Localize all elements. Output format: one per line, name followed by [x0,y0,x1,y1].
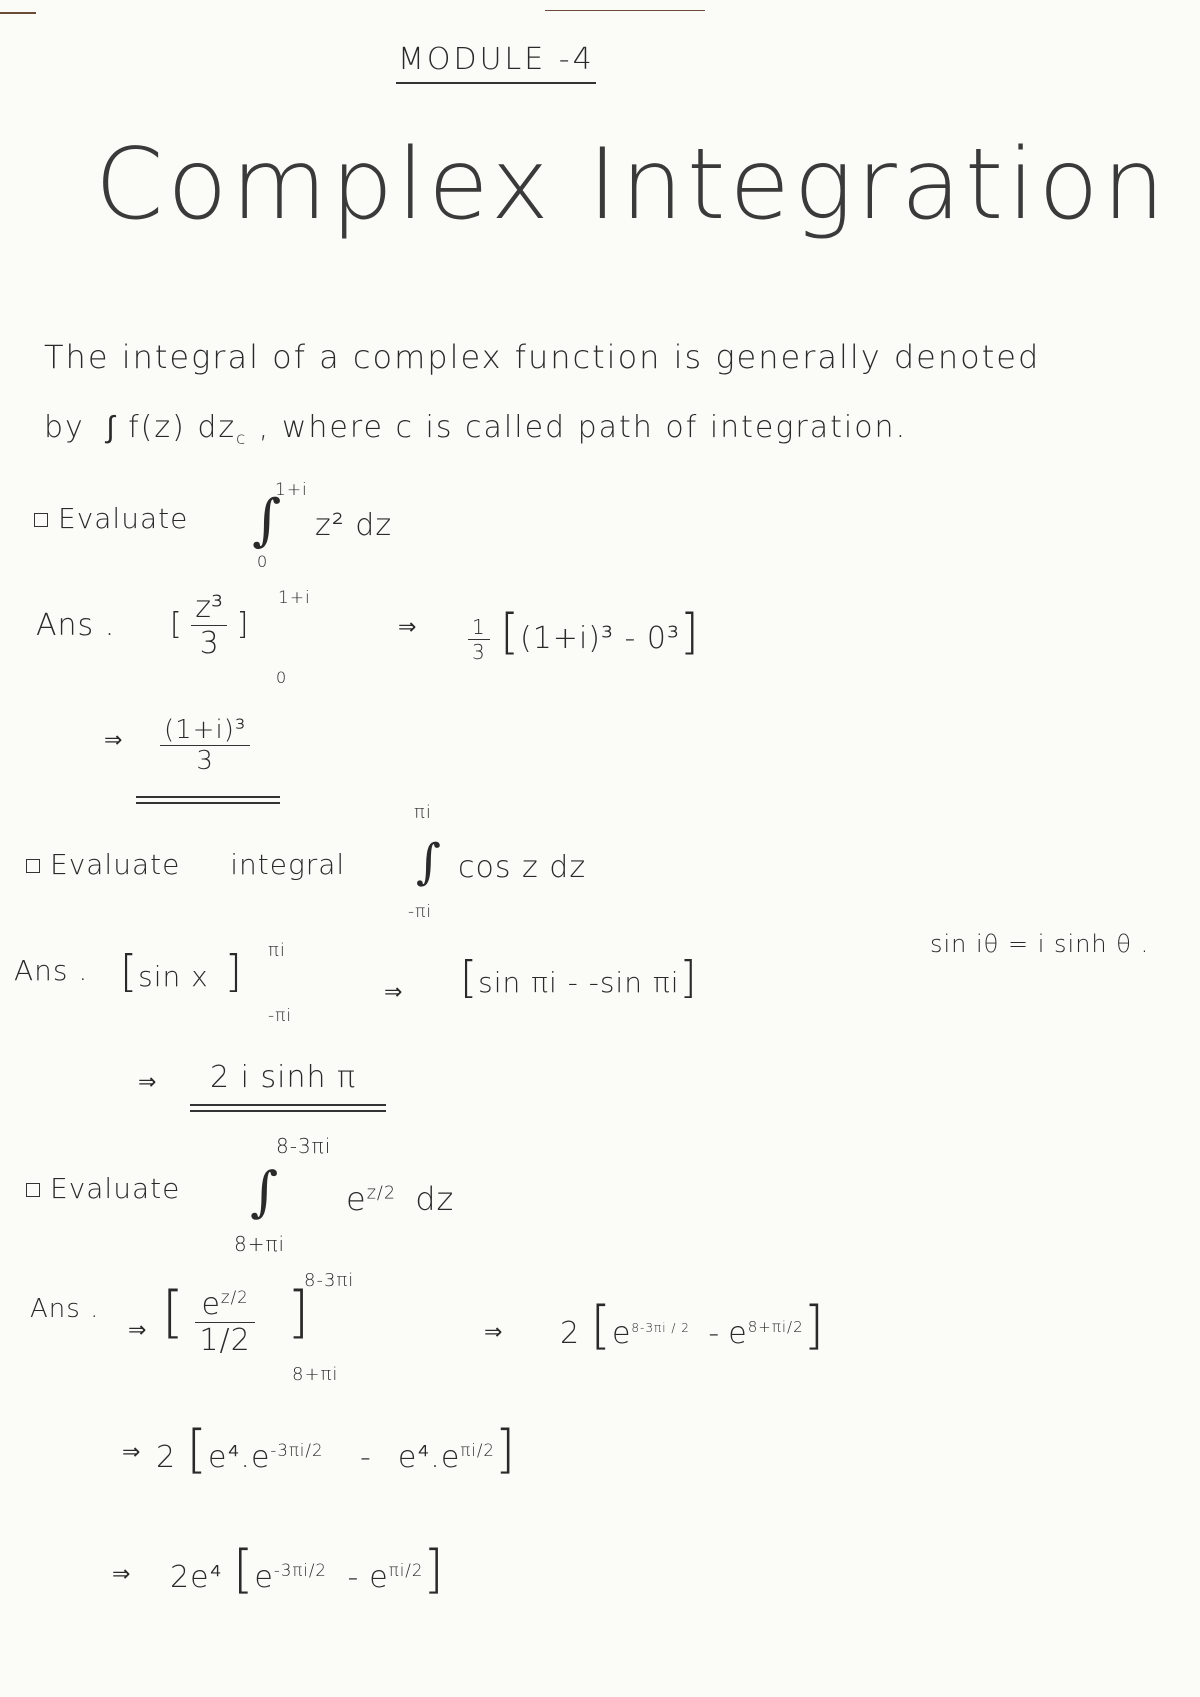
implies-arrow-icon: ⇒ [384,980,403,1005]
q2-step1-upper: πi [268,940,286,961]
q3-prompt [26,1172,180,1205]
q1-step1-bracket: [ $\frac{\text{z³}}{3}$ ] [170,590,249,661]
q2-integral-sign: ∫ [416,834,442,890]
q2-evaluate-label: Evaluate [50,848,181,881]
q2-side-note: sin iθ = i sinh θ . [930,930,1150,958]
intro-line-1: The integral of a complex function is generally denoted [44,338,1041,376]
q1-integrand: z² dz [315,508,393,543]
implies-arrow-icon: ⇒ [128,1318,147,1343]
q2-integral-word: integral [230,848,346,881]
q3-evaluate-label: Evaluate [50,1172,181,1205]
q2-step2-body: sin πi - -sin πi [478,966,680,999]
q2-step1-body: sin x [138,960,209,993]
implies-arrow-icon: ⇒ [138,1070,157,1095]
q1-step1-fraction: $\frac{\text{z³}}{3}$ [191,590,227,661]
implies-arrow-icon: ⇒ [484,1320,503,1345]
intro-line-2 [44,410,907,448]
q3-integral-sign: ∫ [250,1160,279,1223]
q1-result-double-underline [136,796,280,798]
q1-evaluate-label: Evaluate [58,502,189,535]
implies-arrow-icon: ⇒ [398,615,417,640]
q2-upper-limit: πi [414,802,432,823]
module-heading: MODULE -4 [398,42,595,77]
q3-step2-coef: 2 [560,1316,581,1351]
q3-upper-limit: 8-3πi [276,1134,332,1158]
q3-step1-lower: 8+πi [292,1364,339,1385]
q1-result-double-underline [136,802,280,804]
implies-arrow-icon: ⇒ [104,728,123,753]
implies-arrow-icon: ⇒ [122,1440,141,1465]
q1-step2: $\frac{1}{3}$ [(1+i)³ - 0³] [468,604,700,664]
q3-step1-upper: 8-3πi [304,1270,355,1291]
q2-step1: [sin x ] [120,946,243,997]
q1-prompt [34,502,188,535]
q3-step4: 2e⁴ $[e^{-3\pi i/2} - e^{\pi i/2}]$ [170,1540,445,1600]
q3-integrand: $e^{z/2}$ dz [346,1180,455,1218]
q1-upper-limit: 1+i [275,480,308,500]
q1-ans-label: Ans . [36,608,116,643]
q1-step2-body: (1+i)³ - 0³ [520,621,681,656]
q3-step3: 2 $[e^4.e^{-3\pi i/2} - e^4.e^{\pi i/2}]$ [156,1420,517,1480]
q1-lower-limit: 0 [257,552,269,571]
checkbox-icon [26,1183,40,1197]
q1-result-den: 3 [196,746,214,776]
q1-result-num: (1+i)³ [160,715,250,746]
checkbox-icon [26,859,40,873]
scan-edge-mark [0,12,36,14]
q2-ans-label: Ans . [14,954,89,987]
q3-step4-exp2: πi/2 [388,1561,424,1580]
q1-step1-lower: 0 [276,668,288,687]
q3-step4-coef: 2e⁴ [170,1560,223,1595]
q1-step2-coef: $\frac{1}{3}$ [468,615,490,664]
q2-step1-lower: -πi [268,1006,293,1026]
q3-ans-label: Ans . [30,1294,100,1324]
q3-step3-exp1: -3πi/2 [270,1441,324,1460]
q1-result [160,715,250,776]
implies-arrow-icon: ⇒ [112,1562,131,1587]
q3-step2: 2 $[e^{8-3\pi i / 2} - e^{8+\pi i/2}]$ [560,1296,825,1356]
q2-integrand: cos z dz [458,850,587,885]
module-underline [396,82,596,84]
q3-step4-exp1: -3πi/2 [273,1561,327,1580]
intro-by: by [44,410,85,445]
q3-step1: [ $\frac{e^{z/2}}{1/2}$ ] [162,1280,311,1358]
q3-step3-coef: 2 [156,1440,177,1475]
page-title: Complex Integration [95,128,1169,242]
q2-result: 2 i sinh π [210,1060,357,1095]
intro-integral-expr: ∫ f(z) dz [106,410,237,445]
q2-result-double-underline [190,1110,386,1112]
q2-step2: [sin πi - -sin πi] [460,952,698,1003]
q2-lower-limit: -πi [408,902,433,922]
q2-prompt [26,848,345,881]
intro-suffix: , where c is called path of integration. [258,410,908,445]
q1-integral-sign: ∫ [252,488,282,553]
checkbox-icon [34,513,48,527]
scan-edge-mark [545,10,705,11]
q2-result-double-underline [190,1104,386,1106]
q3-lower-limit: 8+πi [234,1232,286,1256]
q3-step3-exp2: πi/2 [460,1441,495,1460]
q1-step1-upper: 1+i [278,588,311,608]
q3-integrand-tail: dz [415,1180,455,1218]
q3-step2-exp2: 8+πi/2 [747,1318,804,1336]
q3-step1-fraction: $\frac{e^{z/2}}{1/2}$ [195,1287,254,1358]
intro-integral-sub: c [236,429,248,448]
q3-step2-exp1: 8-3πi / 2 [631,1321,690,1335]
